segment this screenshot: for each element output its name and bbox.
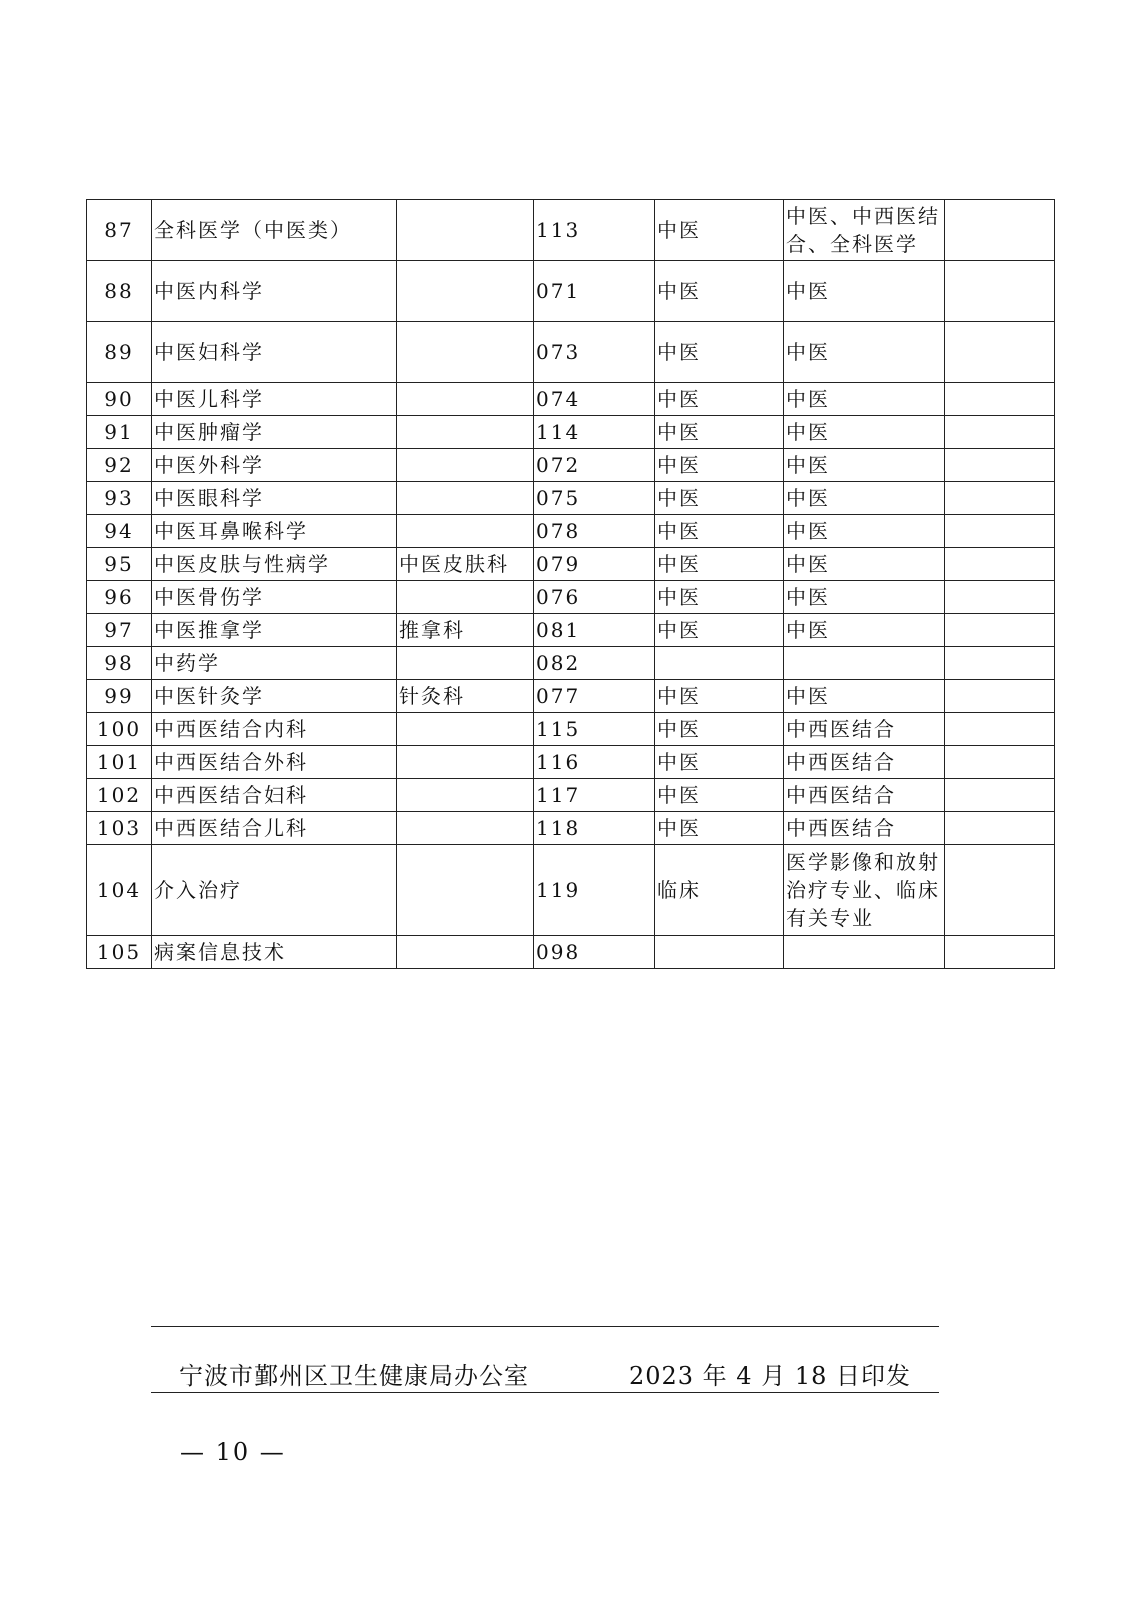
code-cell: 098 [534,936,655,969]
code-cell: 114 [534,416,655,449]
table-row [87,261,1055,322]
table-row [87,482,1055,515]
note-cell [945,812,1055,845]
table-row [87,812,1055,845]
department-cell [397,812,534,845]
category-cell: 中医 [655,200,784,261]
code-cell: 075 [534,482,655,515]
department-cell [397,647,534,680]
page-number: — 10 — [180,1438,286,1466]
specialty-name-cell: 介入治疗 [152,845,397,936]
specialty-name-cell: 中医眼科学 [152,482,397,515]
department-cell [397,779,534,812]
code-cell: 118 [534,812,655,845]
code-cell: 082 [534,647,655,680]
note-cell [945,845,1055,936]
row-number-cell: 88 [87,261,152,322]
table-row [87,936,1055,969]
department-cell: 中医皮肤科 [397,548,534,581]
note-cell [945,746,1055,779]
scope-cell: 中医 [784,680,945,713]
note-cell [945,614,1055,647]
scope-cell: 中医 [784,581,945,614]
category-cell: 中医 [655,581,784,614]
row-number-cell: 100 [87,713,152,746]
scope-cell: 中西医结合 [784,812,945,845]
footer-bottom-rule [151,1392,939,1393]
scope-cell [784,647,945,680]
scope-cell: 中医、中西医结合、全科医学 [784,200,945,261]
note-cell [945,779,1055,812]
specialty-name-cell: 中西医结合儿科 [152,812,397,845]
note-cell [945,383,1055,416]
note-cell [945,482,1055,515]
specialty-name-cell: 全科医学（中医类） [152,200,397,261]
category-cell: 中医 [655,746,784,779]
specialty-name-cell: 中医内科学 [152,261,397,322]
note-cell [945,515,1055,548]
row-number-cell: 102 [87,779,152,812]
department-cell: 针灸科 [397,680,534,713]
specialty-name-cell: 中药学 [152,647,397,680]
row-number-cell: 92 [87,449,152,482]
category-cell: 中医 [655,680,784,713]
table-row [87,779,1055,812]
category-cell: 中医 [655,449,784,482]
table-row [87,416,1055,449]
row-number-cell: 90 [87,383,152,416]
scope-cell: 中医 [784,515,945,548]
scope-cell: 中医 [784,482,945,515]
specialty-name-cell: 中医肿瘤学 [152,416,397,449]
row-number-cell: 87 [87,200,152,261]
note-cell [945,416,1055,449]
scope-cell: 中西医结合 [784,713,945,746]
row-number-cell: 96 [87,581,152,614]
note-cell [945,322,1055,383]
category-cell: 中医 [655,812,784,845]
scope-cell: 中医 [784,548,945,581]
category-cell: 中医 [655,515,784,548]
table-row [87,322,1055,383]
scope-cell: 中医 [784,261,945,322]
category-cell: 中医 [655,779,784,812]
table-row [87,200,1055,261]
category-cell: 中医 [655,548,784,581]
specialty-name-cell: 中医儿科学 [152,383,397,416]
department-cell [397,383,534,416]
note-cell [945,713,1055,746]
category-cell: 中医 [655,261,784,322]
table-row [87,713,1055,746]
table-row [87,515,1055,548]
code-cell: 081 [534,614,655,647]
note-cell [945,581,1055,614]
note-cell [945,200,1055,261]
scope-cell: 中医 [784,322,945,383]
table-row [87,647,1055,680]
category-cell: 中医 [655,614,784,647]
category-cell: 中医 [655,713,784,746]
row-number-cell: 97 [87,614,152,647]
department-cell [397,746,534,779]
category-cell: 临床 [655,845,784,936]
category-cell [655,647,784,680]
department-cell [397,713,534,746]
code-cell: 076 [534,581,655,614]
footer [151,1356,939,1391]
specialty-name-cell: 病案信息技术 [152,936,397,969]
row-number-cell: 93 [87,482,152,515]
category-cell: 中医 [655,482,784,515]
code-cell: 078 [534,515,655,548]
scope-cell: 医学影像和放射治疗专业、临床有关专业 [784,845,945,936]
scope-cell: 中医 [784,383,945,416]
specialty-name-cell: 中西医结合外科 [152,746,397,779]
department-cell: 推拿科 [397,614,534,647]
department-cell [397,482,534,515]
department-cell [397,449,534,482]
note-cell [945,449,1055,482]
row-number-cell: 89 [87,322,152,383]
note-cell [945,647,1055,680]
row-number-cell: 91 [87,416,152,449]
footer-date: 2023 年 4 月 18 日印发 [628,1362,911,1390]
category-cell [655,936,784,969]
row-number-cell: 99 [87,680,152,713]
scope-cell: 中西医结合 [784,746,945,779]
footer-top-rule [151,1326,939,1327]
code-cell: 077 [534,680,655,713]
note-cell [945,261,1055,322]
department-cell [397,936,534,969]
row-number-cell: 95 [87,548,152,581]
specialty-table [86,199,1055,969]
department-cell [397,581,534,614]
table-row [87,680,1055,713]
department-cell [397,261,534,322]
note-cell [945,680,1055,713]
category-cell: 中医 [655,322,784,383]
specialty-name-cell: 中医外科学 [152,449,397,482]
department-cell [397,322,534,383]
department-cell [397,416,534,449]
table-row [87,845,1055,936]
note-cell [945,936,1055,969]
specialty-name-cell: 中医妇科学 [152,322,397,383]
table-row [87,614,1055,647]
specialty-name-cell: 中医皮肤与性病学 [152,548,397,581]
table-row [87,383,1055,416]
row-number-cell: 105 [87,936,152,969]
department-cell [397,845,534,936]
code-cell: 115 [534,713,655,746]
code-cell: 074 [534,383,655,416]
department-cell [397,515,534,548]
scope-cell: 中医 [784,449,945,482]
code-cell: 071 [534,261,655,322]
table-row [87,449,1055,482]
scope-cell [784,936,945,969]
department-cell [397,200,534,261]
scope-cell: 中医 [784,614,945,647]
row-number-cell: 103 [87,812,152,845]
row-number-cell: 101 [87,746,152,779]
code-cell: 113 [534,200,655,261]
specialty-name-cell: 中医耳鼻喉科学 [152,515,397,548]
code-cell: 073 [534,322,655,383]
category-cell: 中医 [655,416,784,449]
specialty-name-cell: 中医推拿学 [152,614,397,647]
category-cell: 中医 [655,383,784,416]
specialty-name-cell: 中西医结合妇科 [152,779,397,812]
specialty-name-cell: 中西医结合内科 [152,713,397,746]
row-number-cell: 94 [87,515,152,548]
table-row [87,548,1055,581]
scope-cell: 中医 [784,416,945,449]
row-number-cell: 98 [87,647,152,680]
code-cell: 079 [534,548,655,581]
table-row [87,746,1055,779]
specialty-name-cell: 中医针灸学 [152,680,397,713]
row-number-cell: 104 [87,845,152,936]
specialty-name-cell: 中医骨伤学 [152,581,397,614]
code-cell: 116 [534,746,655,779]
code-cell: 117 [534,779,655,812]
code-cell: 119 [534,845,655,936]
scope-cell: 中西医结合 [784,779,945,812]
note-cell [945,548,1055,581]
table-row [87,581,1055,614]
code-cell: 072 [534,449,655,482]
footer-issuer: 宁波市鄞州区卫生健康局办公室 [179,1362,529,1390]
